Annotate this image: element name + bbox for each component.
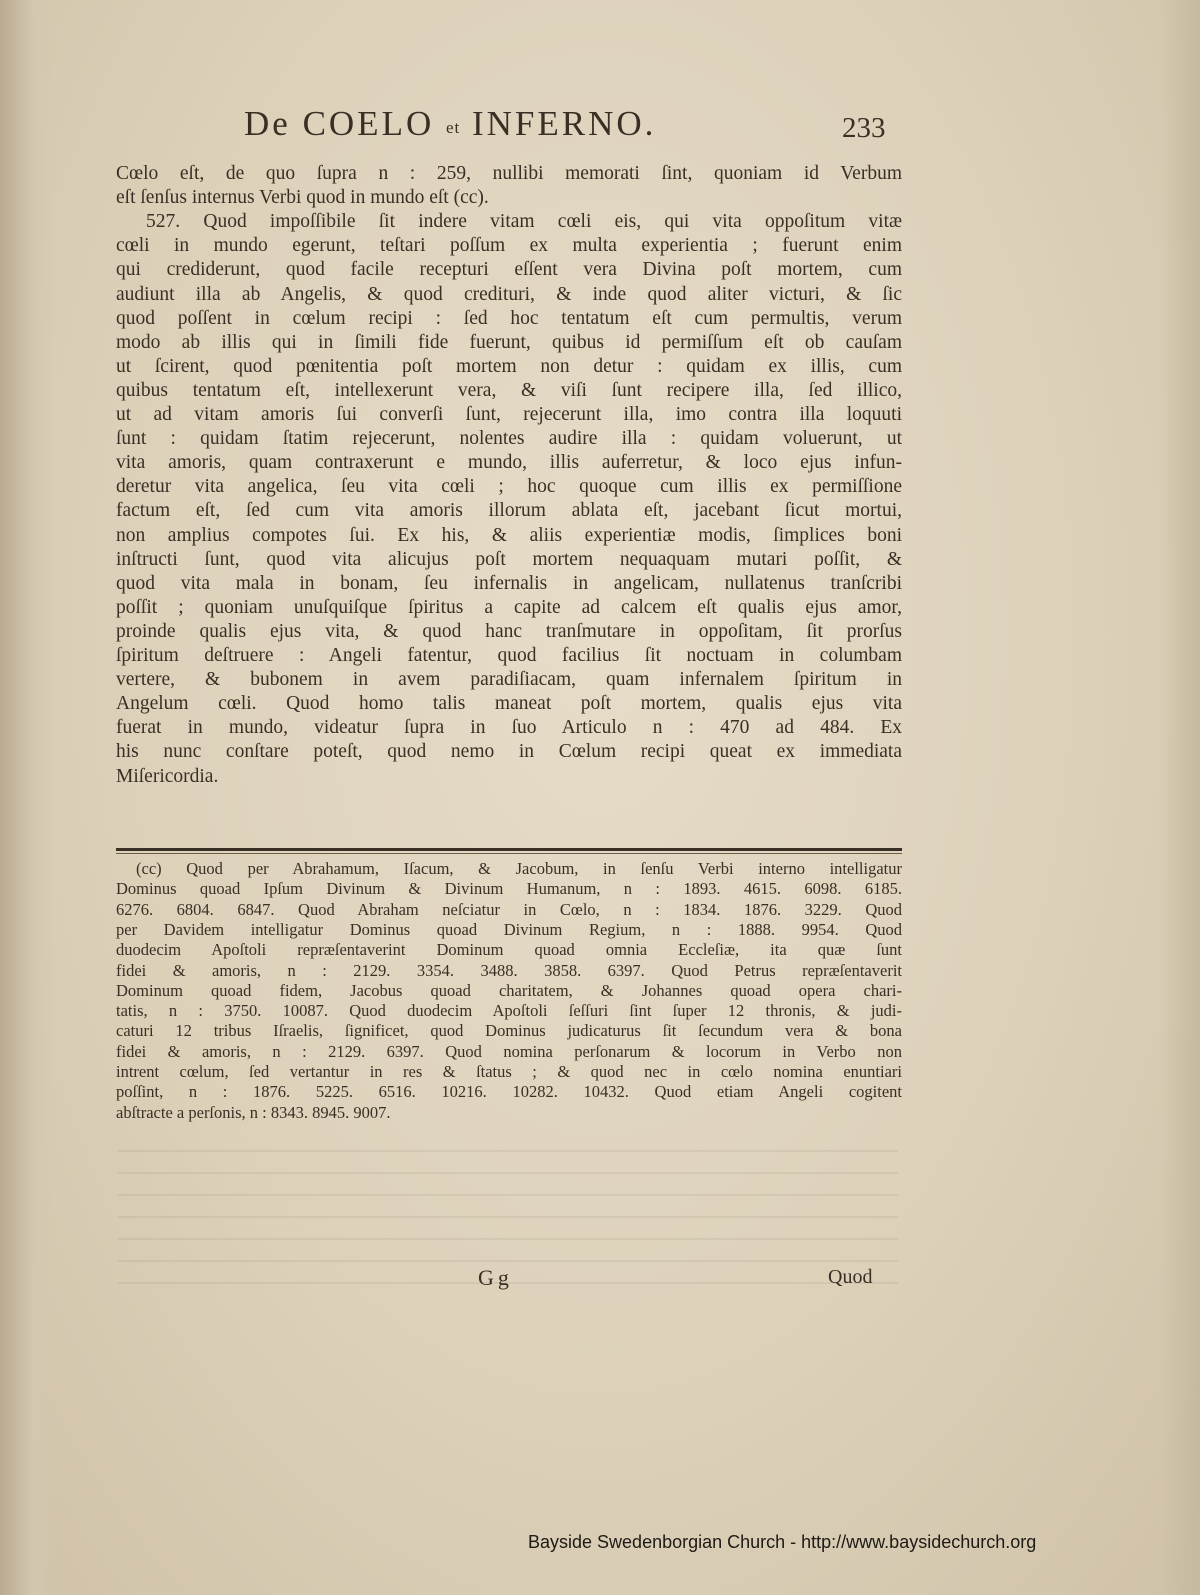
footnote-line: duodecim Apoſtoli repræſentaverint Dominum quoad omnia Eccleſiæ, ita quæ ſunt	[116, 940, 902, 960]
body-line: cœli in mundo egerunt, teſtari poſſum ex multa experientia ; fuerunt enim	[116, 235, 902, 257]
body-line: 527. Quod impoſſibile ſit indere vitam cœli eis, qui vita oppoſitum vitæ	[146, 211, 902, 233]
footnote-line: poſſint, n : 1876. 5225. 6516. 10216. 10282. 10432. Quod etiam Angeli cogitent	[116, 1082, 902, 1102]
body-line: deretur vita angelica, ſeu vita cœli ; hoc quoque cum illis ex permiſſione	[116, 476, 902, 498]
body-line: modo ab illis qui in ſimili fide fuerunt, quibus id permiſſum eſt ob cauſam	[116, 331, 902, 353]
footnote-rule-thin	[116, 853, 902, 854]
body-line: his nunc conſtare poteſt, quod nemo in Cœlum recipi queat ex immediata	[116, 741, 902, 763]
body-line: qui crediderunt, quod facile recepturi eſſent vera Divina poſt mortem, cum	[116, 259, 902, 281]
body-line: poſſit ; quoniam unuſquiſque ſpiritus a capite ad calcem eſt qualis ejus amor,	[116, 596, 902, 618]
footnote-line: 6276. 6804. 6847. Quod Abraham neſciatur in Cœlo, n : 1834. 1876. 3229. Quod	[116, 899, 902, 919]
title-de: De	[244, 104, 291, 143]
footnote-line: intrent cœlum, ſed vertantur in res & ſtatus ; & quod nec in cœlo nomina enuntiari	[116, 1062, 902, 1081]
body-line: fuerat in mundo, videatur ſupra in ſuo Articulo n : 470 ad 484. Ex	[116, 717, 902, 739]
body-line: ſpiritum deſtruere : Angeli fatentur, quod facilius ſit noctuam in columbam	[116, 645, 902, 666]
body-line: ſunt : quidam ſtatim rejecerunt, nolentes audire illa : quidam voluerunt, ut	[116, 428, 902, 450]
title-et: et	[445, 118, 461, 137]
body-line: proinde qualis ejus vita, & quod hanc tranſmutare in oppoſitam, ſit prorſus	[116, 620, 902, 642]
body-line: Cœlo eſt, de quo ſupra n : 259, nullibi memorati ſint, quoniam id Verbum	[116, 163, 902, 184]
body-line: quod poſſent in cœlum recipi : ſed hoc tentatum eſt cum permultis, verum	[116, 307, 902, 329]
body-line: non amplius compotes ſui. Ex his, & aliis experientiæ modis, ſimplices boni	[116, 524, 902, 546]
page-edge-shadow-left	[0, 0, 55, 1595]
signature-mark: Gg	[478, 1265, 513, 1290]
footnote-line: caturi 12 tribus Iſraelis, ſignificet, quod Dominus judicaturus ſit ſecundum vera & bona	[116, 1021, 902, 1041]
body-line: Angelum cœli. Quod homo talis maneat poſt mortem, qualis ejus vita	[116, 693, 902, 715]
footnote-line: fidei & amoris, n : 2129. 3354. 3488. 3858. 6397. Quod Petrus repræſentaverit	[116, 960, 902, 980]
body-line: factum eſt, ſed cum vita amoris illorum ablata eſt, jacebant ſicut mortui,	[116, 500, 902, 522]
footnote-line: fidei & amoris, n : 2129. 6397. Quod nomina perſonarum & locorum in Verbo non	[116, 1041, 902, 1061]
page-edge-shadow-right	[1160, 0, 1200, 1595]
footnote-rule	[116, 848, 902, 851]
body-line: inſtructi ſunt, quod vita alicujus poſt mortem nequaquam mutari poſſit, &	[116, 548, 902, 570]
body-line: quibus tentatum eſt, intellexerunt vera, & viſi ſunt recipere illa, ſed illico,	[116, 379, 902, 401]
body-line: ut ſcirent, quod pœnitentia poſt mortem non detur : quidam ex illis, cum	[116, 355, 902, 377]
body-line: vita amoris, quam contraxerunt e mundo, illis auferretur, & loco ejus infun-	[116, 452, 902, 474]
footnote-line: abſtracte a perſonis, n : 8343. 8945. 9007.	[116, 1102, 391, 1122]
body-line: quod vita mala in bonam, ſeu infernalis in angelicam, nullatenus tranſcribi	[116, 572, 902, 594]
body-line: ut ad vitam amoris ſui converſi ſunt, rejecerunt illa, imo contra illa loquuti	[116, 404, 902, 425]
running-head-title	[244, 104, 656, 144]
page-number: 233	[842, 112, 886, 144]
footnote-line: Dominus quoad Ipſum Divinum & Divinum Humanum, n : 1893. 4615. 6098. 6185.	[116, 879, 902, 899]
footnote-line: (cc) Quod per Abrahamum, Iſacum, & Jacobum, in ſenſu Verbi interno intelligatur	[136, 859, 902, 878]
footnote-line: per Davidem intelligatur Dominus quoad Divinum Regium, n : 1888. 9954. Quod	[116, 919, 902, 939]
body-line: vertere, & bubonem in avem paradiſiacam, quam infernalem ſpiritum in	[116, 669, 902, 691]
watermark-credit: Bayside Swedenborgian Church - http://www.baysidechurch.org	[528, 1532, 1037, 1552]
body-line: eſt ſenſus internus Verbi quod in mundo eſt (cc).	[116, 187, 489, 209]
title-inferno: INFERNO.	[472, 104, 657, 143]
title-coelo: COELO	[302, 104, 435, 143]
catchword: Quod	[828, 1266, 873, 1288]
footnote-line: Dominum quoad fidem, Jacobus quoad charitatem, & Johannes quoad opera chari-	[116, 980, 902, 1000]
body-line: Miſericordia.	[116, 765, 219, 787]
body-line: audiunt illa ab Angelis, & quod credituri, & inde quod aliter victuri, & ſic	[116, 283, 902, 305]
footnote-line: tatis, n : 3750. 10087. Quod duodecim Apoſtoli ſeſſuri ſint ſuper 12 thronis, & judi-	[116, 1001, 902, 1021]
